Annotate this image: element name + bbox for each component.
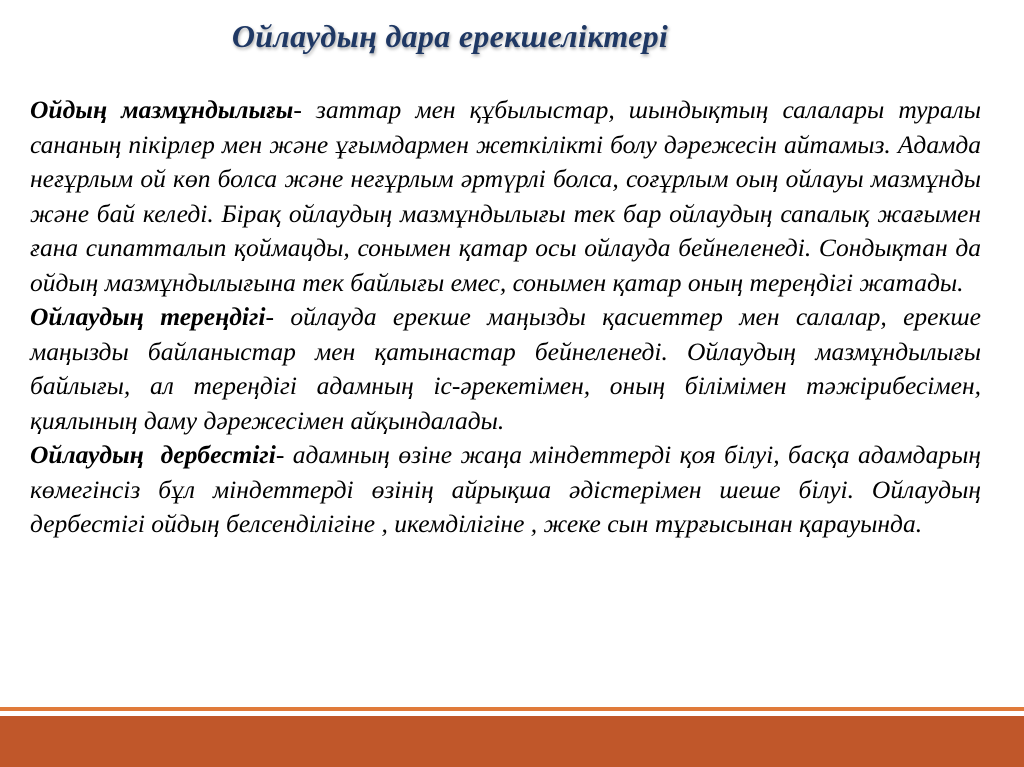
slide-title: Ойлаудың дара ерекшеліктері [231,18,669,54]
term-thinking-independence: Ойлаудың дербестігі [30,440,276,469]
paragraph-thinking-independence [30,438,981,542]
definition-content-richness: - заттар мен құбылыстар, шындықтың салалары туралы сананың пікірлер мен және ұғымдармен жеткілікті болу дәрежесін айтамыз. Адамда неғұрлым ой көп болса және неғұрлым әртүрлі болса, соғұрлым оың ойлауы мазмұнды және бай келеді. Бірақ ойлаудың мазмұндылығы тек бар ойлаудың сапалық жағымен ғана сипатталып қоймацды, сонымен қатар осы ойлауда бейнеленеді. Сондықтан да ойдың мазмұндылығына тек байлығы емес, сонымен қатар оның тереңдігі жатады. [30,95,981,297]
slide-body [30,93,981,542]
definition-thinking-depth: - ойлауда ерекше маңызды қасиеттер мен салалар, ерекше маңызды байланыстар мен қатынастар бейнеленеді. Ойлаудың мазмұндылығы байлығы, ал тереңдігі адамның іс-әрекетімен, оның білімімен тәжірибесімен, қиялының даму дәрежесімен айқындалады. [30,302,981,435]
term-content-richness: Ойдың мазмұндылығы [30,95,294,124]
definition-thinking-independence: - адамның өзіне жаңа міндеттерді қоя білуі, басқа адамдарың көмегінсіз бұл міндеттерді өзінің айрықша әдістерімен шеше білуі. Ойлаудың дербестігі ойдың белсенділігіне , икемділігіне , жеке сын тұрғысынан қарауында. [30,440,981,538]
footer-bar [0,716,1024,767]
paragraph-thinking-depth [30,300,981,438]
paragraph-content-richness [30,93,981,300]
footer-accent-line [0,707,1024,711]
term-thinking-depth: Ойлаудың тереңдігі [30,302,266,331]
